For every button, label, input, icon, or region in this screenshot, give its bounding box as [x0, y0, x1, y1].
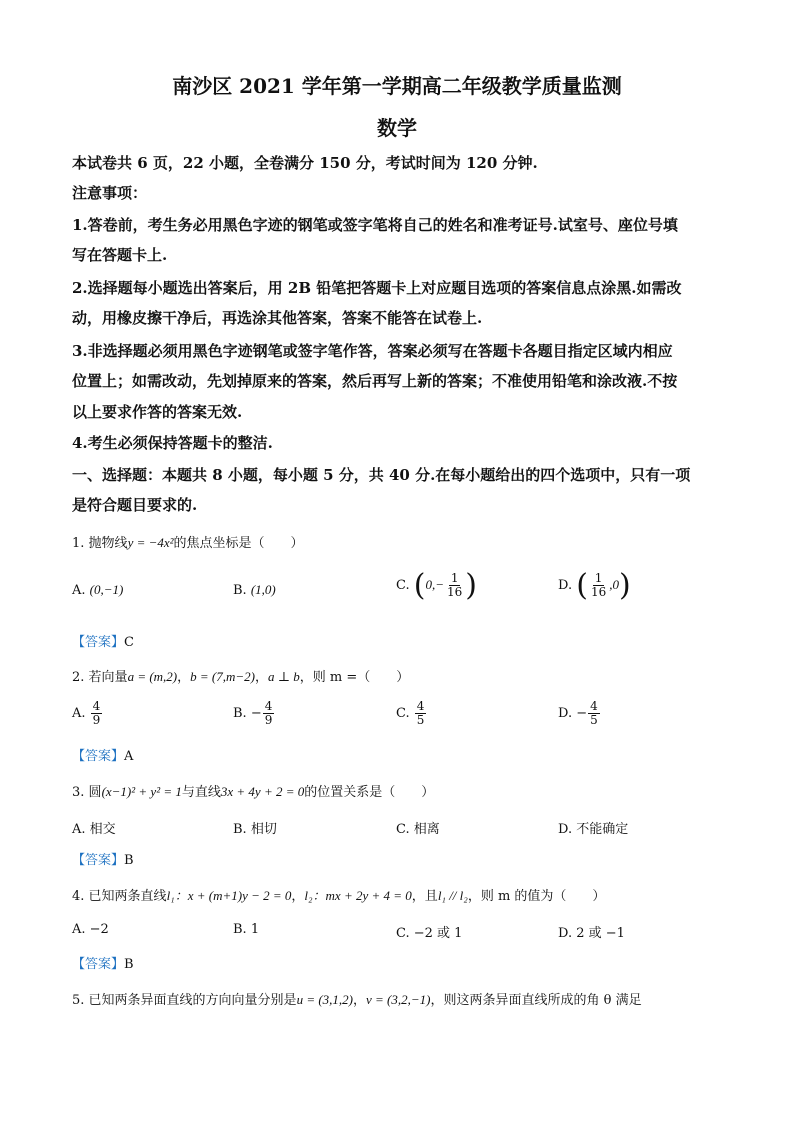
- option-c: C. −2 或 1: [396, 926, 463, 941]
- fraction: [588, 700, 600, 727]
- option-b: B. 1: [233, 922, 260, 937]
- question-3: [72, 781, 434, 800]
- question-2: [72, 666, 409, 685]
- question-text: ，则 m 的值为（ ）: [467, 889, 606, 904]
- question-1: [72, 532, 304, 551]
- question-number: 4.: [72, 889, 85, 904]
- math-expression: l₁ // l₂: [437, 888, 468, 903]
- denominator: 16: [447, 585, 463, 599]
- option-value: (1,0): [250, 582, 276, 597]
- note-1-line-2: 写在答题卡上.: [72, 246, 168, 264]
- exam-summary: 本试卷共 6 页，22 小题，全卷满分 150 分，考试时间为 120 分钟.: [72, 154, 538, 172]
- option-d: D. 2 或 −1: [558, 926, 625, 941]
- notes-title: 注意事项：: [72, 184, 148, 202]
- option-label: B.: [233, 706, 247, 721]
- option-label: B.: [233, 583, 247, 598]
- note-3-line-3: 以上要求作答的答案无效.: [72, 403, 243, 421]
- option-d: D. 不能确定: [558, 822, 629, 837]
- option-label: D.: [558, 578, 573, 593]
- fraction: [263, 700, 275, 727]
- fraction: [415, 700, 427, 727]
- math-expression: a ⊥ b: [268, 669, 300, 684]
- section-1-heading-line-1: 一、选择题：本题共 8 小题，每小题 5 分，共 40 分.在每小题给出的四个选项中，只有一项: [72, 466, 691, 484]
- note-4: 4.考生必须保持答题卡的整洁.: [72, 434, 273, 452]
- math-expression: (x−1)² + y² = 1: [101, 784, 182, 799]
- option-value: ,0: [609, 577, 619, 592]
- option-c: [396, 700, 427, 727]
- math-expression: a = (m,2): [127, 669, 178, 684]
- denominator: 5: [590, 713, 598, 727]
- note-1-line-1: 1.答卷前，考生务必用黑色字迹的钢笔或签字笔将自己的姓名和准考证号.试室号、座位号填: [72, 216, 678, 234]
- option-label: D.: [558, 706, 573, 721]
- option-b: B. 相切: [233, 822, 277, 837]
- numerator: 1: [594, 571, 603, 585]
- minus-sign: −: [576, 706, 588, 721]
- subject-title: 数学: [377, 116, 417, 140]
- answer-label: 【答案】: [72, 635, 125, 650]
- answer-label: 【答案】: [72, 853, 125, 868]
- option-label: C.: [396, 578, 410, 593]
- denominator: 9: [92, 713, 101, 727]
- option-value: 0,−: [425, 577, 445, 592]
- question-number: 3.: [72, 785, 85, 800]
- option-a: [72, 582, 123, 598]
- option-value: (0,−1): [89, 582, 124, 597]
- math-expression: ：mx + 2y + 4 = 0: [312, 888, 412, 903]
- math-expression: 3x + 4y + 2 = 0: [220, 784, 305, 799]
- option-d: D. ( $\frac{1}{16}$ ,0): [558, 568, 631, 603]
- denominator: 16: [590, 585, 607, 599]
- question-text: 已知两条直线: [88, 889, 167, 904]
- fraction: [589, 572, 608, 599]
- line-label: l₁: [166, 888, 175, 903]
- option-c: C. (0,− $\frac{1}{16}$ ): [396, 568, 478, 603]
- math-expression: u = (3,1,2): [296, 992, 353, 1007]
- question-text: 已知两条异面直线的方向向量分别是: [88, 993, 297, 1008]
- question-text: 的焦点坐标是（ ）: [173, 536, 304, 551]
- separator: ，: [255, 670, 269, 685]
- denominator: 5: [416, 713, 425, 727]
- line-label: l₂: [304, 888, 313, 903]
- separator: ，: [353, 993, 367, 1008]
- exam-title: 南沙区 2021 学年第一学期高二年级教学质量监测: [172, 74, 622, 98]
- answer-value: B: [124, 853, 134, 868]
- denominator: 9: [264, 713, 273, 727]
- question-text: ，且: [411, 889, 438, 904]
- question-text: 的位置关系是（ ）: [304, 785, 435, 800]
- answer-1: [72, 631, 134, 650]
- answer-3: [72, 849, 134, 868]
- question-number: 5.: [72, 993, 85, 1008]
- question-number: 2.: [72, 670, 85, 685]
- answer-2: [72, 745, 133, 764]
- option-a: A. −2: [72, 922, 109, 937]
- numerator: 4: [92, 699, 101, 713]
- question-number: 1.: [72, 536, 85, 551]
- question-text: 抛物线: [88, 536, 128, 551]
- numerator: 4: [416, 699, 425, 713]
- option-b: [233, 700, 275, 727]
- question-text: ，则 m =（ ）: [299, 670, 410, 685]
- fraction: [91, 700, 103, 727]
- math-expression: y = −4x²: [127, 535, 174, 550]
- numerator: 4: [590, 699, 598, 713]
- question-5: [72, 989, 642, 1008]
- note-3-line-1: 3.非选择题必须用黑色字迹钢笔或签字笔作答，答案必须写在答题卡各题目指定区域内相应: [72, 342, 673, 360]
- answer-value: B: [124, 957, 134, 972]
- answer-label: 【答案】: [72, 749, 125, 764]
- note-3-line-2: 位置上；如需改动，先划掉原来的答案，然后再写上新的答案；不准使用铅笔和涂改液.不按: [72, 372, 678, 390]
- minus-sign: −: [250, 706, 262, 721]
- answer-value: C: [124, 635, 134, 650]
- question-text: 与直线: [181, 785, 221, 800]
- math-expression: v = (3,2,−1): [366, 992, 431, 1007]
- option-a: A. 相交: [72, 822, 116, 837]
- math-expression: ：x + (m+1)y − 2 = 0: [174, 888, 292, 903]
- numerator: 1: [450, 571, 459, 585]
- option-c: C. 相离: [396, 822, 440, 837]
- answer-4: [72, 953, 134, 972]
- option-b: [233, 582, 276, 598]
- separator: ，: [177, 670, 191, 685]
- numerator: 4: [264, 699, 273, 713]
- question-4: [72, 885, 605, 904]
- question-text: 圆: [88, 785, 102, 800]
- fraction: [445, 572, 464, 599]
- answer-value: A: [124, 749, 134, 764]
- math-expression: b = (7,m−2): [190, 669, 255, 684]
- question-text: 若向量: [88, 670, 128, 685]
- option-a: [72, 700, 103, 727]
- section-1-heading-line-2: 是符合题目要求的.: [72, 496, 198, 514]
- option-label: A.: [72, 706, 86, 721]
- answer-label: 【答案】: [72, 957, 125, 972]
- note-2-line-1: 2.选择题每小题选出答案后，用 2B 铅笔把答题卡上对应题目选项的答案信息点涂黑.如需改: [72, 279, 682, 297]
- option-d: [558, 700, 601, 727]
- separator: ，: [291, 889, 305, 904]
- note-2-line-2: 动，用橡皮擦干净后，再选涂其他答案，答案不能答在试卷上.: [72, 309, 483, 327]
- option-label: A.: [72, 583, 86, 598]
- question-text: ，则这两条异面直线所成的角 θ 满足: [430, 993, 642, 1008]
- option-label: C.: [396, 706, 410, 721]
